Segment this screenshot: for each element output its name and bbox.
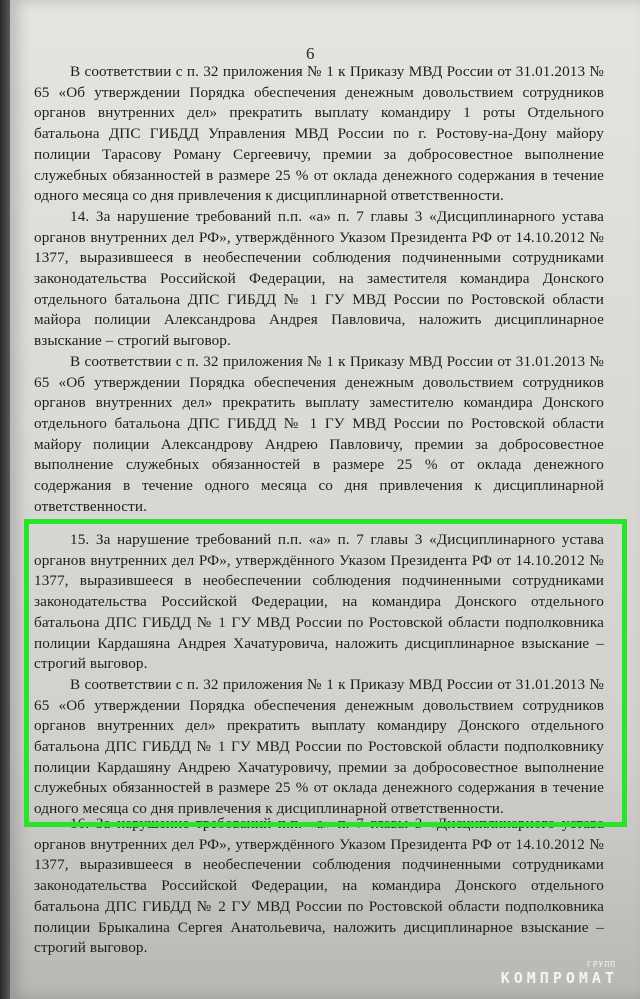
text-section-bottom bbox=[34, 814, 604, 959]
watermark-logo bbox=[501, 960, 618, 987]
paragraph-item-16: 16. За нарушение требований п.п. «а» п. 7 главы 3 «Дисциплинарного устава органов внутренних дел РФ», утверждённого Указом Президента РФ от 14.10.2012 № 1377, выразившееся в необеспечении соблюдения подчиненными сотрудниками законодательства Российской Федерации, на командира Донского отдельного батальона ДПС ГИБДД № 2 ГУ МВД России по Ростовской области подполковника полиции Брыкалина Сергея Анатольевича, наложить дисциплинарное взыскание – строгий выговор. bbox=[34, 815, 604, 957]
paragraph-item-15: 15. За нарушение требований п.п. «а» п. 7 главы 3 «Дисциплинарного устава органов внутренних дел РФ», утверждённого Указом Президента РФ от 14.10.2012 № 1377, выразившееся в необеспечении соблюдения подчиненными сотрудниками законодательства Российской Федерации, на командира Донского отдельного батальона ДПС ГИБДД № 1 ГУ МВД России по Ростовской области подполковника полиции Кардашяна Андрея Хачатуровича, наложить дисциплинарное взыскание – строгий выговор. bbox=[34, 531, 604, 673]
paragraph-payment-aleksandrov: В соответствии с п. 32 приложения № 1 к Приказу МВД России от 31.01.2013 № 65 «Об утверждении Порядка обеспечения денежным довольствием сотрудников органов внутренних дел» прекратить выплату заместителю командира Донского отдельного батальона ДПС ГИБДД № 1 ГУ МВД России по Ростовской области майору полиции Александрову Андрею Павловичу, премии за добросовестное выполнение служебных обязанностей в размере 25 % от оклада денежного содержания в течение одного месяца со дня привлечения к дисциплинарной ответственности. bbox=[34, 352, 604, 515]
page-number: 6 bbox=[306, 44, 315, 63]
paragraph-payment-tarasov: В соответствии с п. 32 приложения № 1 к Приказу МВД России от 31.01.2013 № 65 «Об утверждении Порядка обеспечения денежным довольствием сотрудников органов внутренних дел» прекратить выплату командиру 1 роты Отдельного батальона ДПС ГИБДД Управления МВД России по г. Ростову-на-Дону майору полиции Тарасову Роману Сергеевичу, премии за добросовестное выполнение служебных обязанностей в размере 25 % от оклада денежного содержания в течение одного месяца со дня привлечения к дисциплинарной ответственности. bbox=[34, 63, 604, 205]
watermark-big-text: КОМПРОМАТ bbox=[500, 969, 618, 987]
paragraph-item-14: 14. За нарушение требований п.п. «а» п. 7 главы 3 «Дисциплинарного устава органов внутренних дел РФ», утверждённого Указом Президента РФ от 14.10.2012 № 1377, выразившееся в необеспечении соблюдения подчиненными сотрудниками законодательства Российской Федерации, на заместителя командира Донского отдельного батальона ДПС ГИБДД № 1 ГУ МВД России по Ростовской области майора полиции Александрова Андрея Павловича, наложить дисциплинарное взыскание – строгий выговор. bbox=[34, 207, 604, 350]
text-section-top bbox=[34, 62, 604, 517]
paragraph-payment-kardashyan: В соответствии с п. 32 приложения № 1 к Приказу МВД России от 31.01.2013 № 65 «Об утверждении Порядка обеспечения денежным довольствием сотрудников органов внутренних дел» прекратить выплату командиру Донского отдельного батальона ДПС ГИБДД № 1 ГУ МВД России по Ростовской области подполковнику полиции Кардашяну Андрею Хачатуровичу, премии за добросовестное выполнение служебных обязанностей в размере 25 % от оклада денежного содержания в течение одного месяца со дня привлечения к дисциплинарной ответственности. bbox=[34, 675, 604, 818]
text-section-highlighted bbox=[34, 530, 604, 820]
watermark-small-text: ГРУПП bbox=[586, 960, 616, 969]
document-page bbox=[10, 0, 640, 999]
